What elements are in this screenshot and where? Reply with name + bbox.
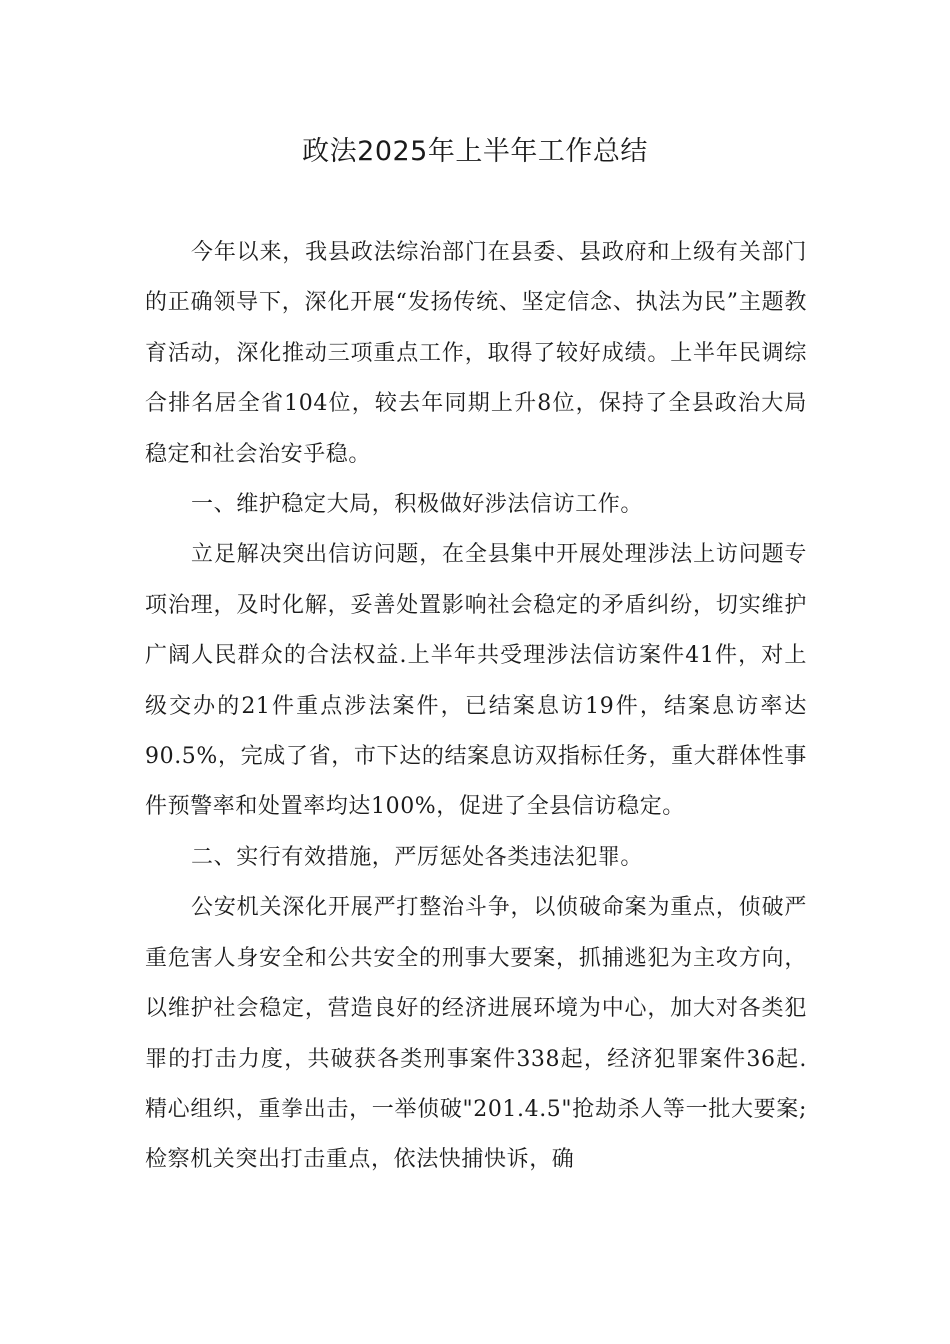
document-body [145,228,807,1186]
paragraph-intro: 今年以来，我县政法综治部门在县委、县政府和上级有关部门的正确领导下，深化开展“发扬传统、坚定信念、执法为民”主题教育活动，深化推动三项重点工作，取得了较好成绩。上半年民调综合排名居全省104位，较去年同期上升8位，保持了全县政治大局稳定和社会治安乎稳。 [145,240,807,467]
section-heading-2: 二、实行有效措施，严厉惩处各类违法犯罪。 [191,844,644,870]
section-heading-1: 一、维护稳定大局，积极做好涉法信访工作。 [191,492,644,518]
document-title: 政法2025年上半年工作总结 [302,136,648,167]
paragraph-petitions: 立足解决突出信访问题，在全县集中开展处理涉法上访问题专项治理，及时化解，妥善处置影响社会稳定的矛盾纠纷，切实维护广阔人民群众的合法权益.上半年共受理涉法信访案件41件，对上级交办的21件重点涉法案件，已结案息访19件，结案息访率达90.5%，完成了省，市下达的结案息访双指标任务，重大群体性事件预警率和处置率均达100%，促进了全县信访稳定。 [145,542,807,820]
paragraph-crime: 公安机关深化开展严打整治斗争，以侦破命案为重点，侦破严重危害人身安全和公共安全的刑事大要案，抓捕逃犯为主攻方向，以维护社会稳定，营造良好的经济进展环境为中心，加大对各类犯罪的打击力度，共破获各类刑事案件338起，经济犯罪案件36起.精心组织，重拳出击，一举侦破"201.4.5"抢劫杀人等一批大要案;检察机关突出打击重点，依法快捕快诉，确 [145,895,807,1173]
